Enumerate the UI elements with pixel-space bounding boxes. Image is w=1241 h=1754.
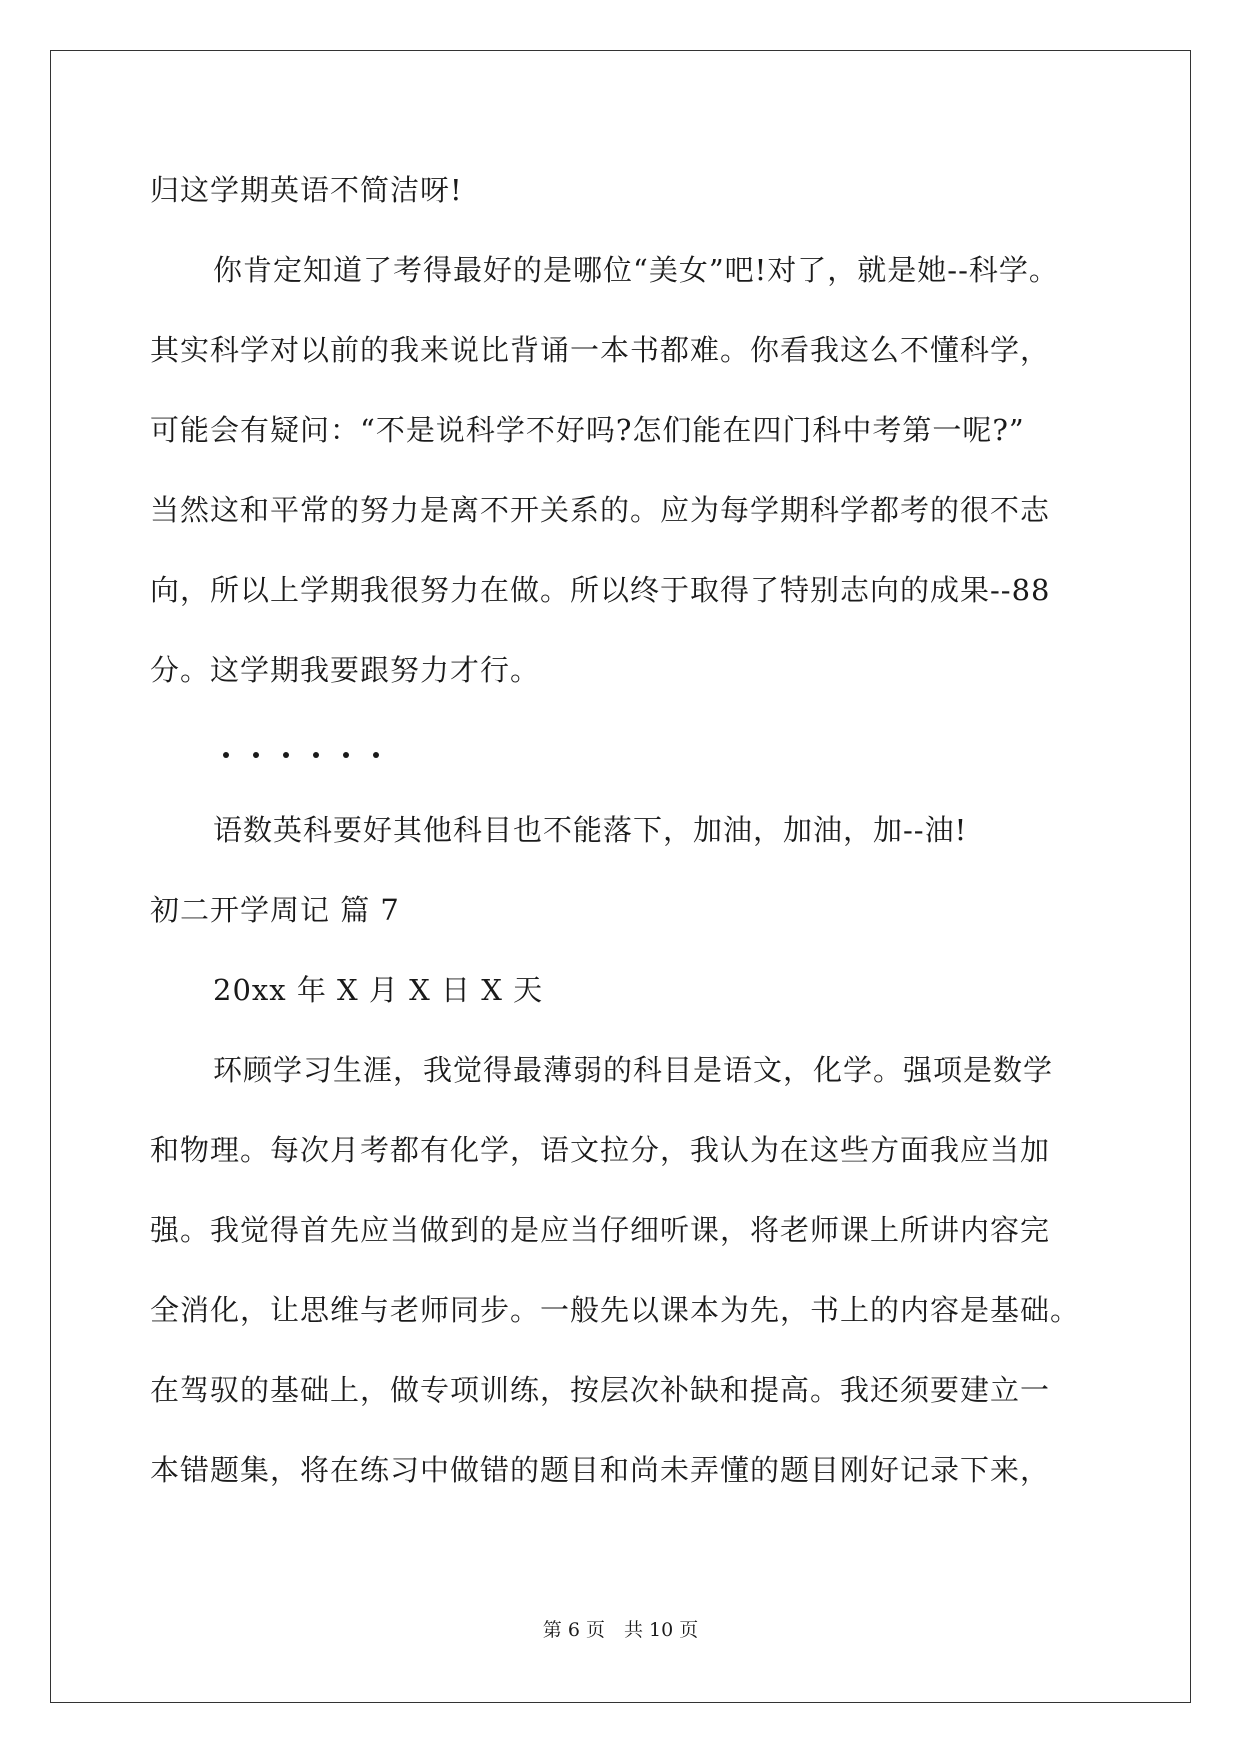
text-line: 强。我觉得首先应当做到的是应当仔细听课，将老师课上所讲内容完 xyxy=(150,1213,1051,1247)
text-line: 和物理。每次月考都有化学，语文拉分，我认为在这些方面我应当加 xyxy=(150,1133,1051,1167)
dot-icon xyxy=(253,752,259,758)
date-line: 20xx 年 X 月 X 日 X 天 xyxy=(213,973,544,1007)
dot-icon xyxy=(373,752,379,758)
text-line: 在驾驭的基础上，做专项训练，按层次补缺和提高。我还须要建立一 xyxy=(150,1373,1051,1407)
text-line: 向，所以上学期我很努力在做。所以终于取得了特别志向的成果--88 xyxy=(150,573,1051,607)
text-line: 分。这学期我要跟努力才行。 xyxy=(150,653,541,687)
text-line: 当然这和平常的努力是离不开关系的。应为每学期科学都考的很不志 xyxy=(150,493,1051,527)
text-line: 可能会有疑问：“不是说科学不好吗?怎们能在四门科中考第一呢?” xyxy=(150,413,1025,447)
dot-icon xyxy=(223,752,229,758)
text-line: 环顾学习生涯，我觉得最薄弱的科目是语文，化学。强项是数学 xyxy=(213,1053,1054,1087)
text-line: 其实科学对以前的我来说比背诵一本书都难。你看我这么不懂科学， xyxy=(150,333,1051,367)
section-heading: 初二开学周记 篇 7 xyxy=(150,893,400,927)
text-line: 全消化，让思维与老师同步。一般先以课本为先，书上的内容是基础。 xyxy=(150,1293,1081,1327)
dot-icon xyxy=(313,752,319,758)
text-line: 你肯定知道了考得最好的是哪位“美女”吧!对了，就是她--科学。 xyxy=(213,253,1059,287)
text-line: 本错题集，将在练习中做错的题目和尚未弄懂的题目刚好记录下来， xyxy=(150,1453,1051,1487)
dot-icon xyxy=(283,752,289,758)
text-line: 归这学期英语不简洁呀! xyxy=(150,173,463,207)
page-number: 第 6 页 共 10 页 xyxy=(542,1619,699,1641)
dot-icon xyxy=(343,752,349,758)
text-line: 语数英科要好其他科目也不能落下，加油，加油，加--油! xyxy=(213,813,968,847)
ellipsis-dots xyxy=(223,752,379,758)
